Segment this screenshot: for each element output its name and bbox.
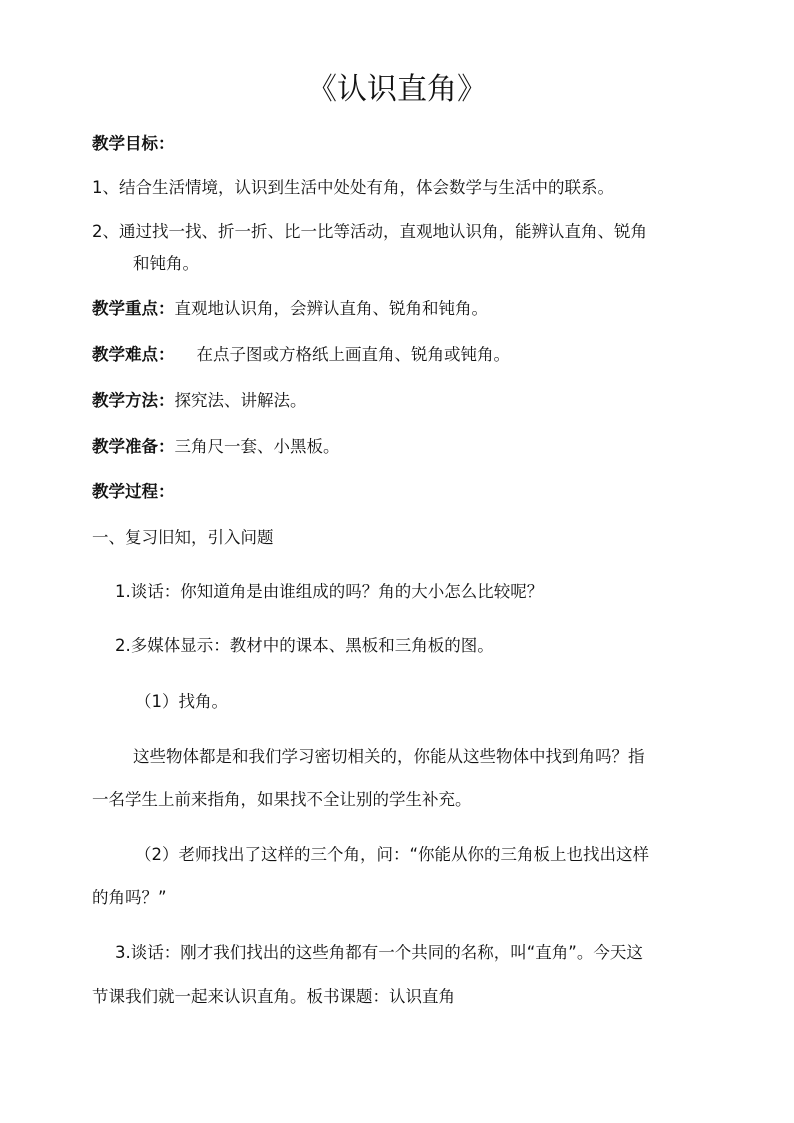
method-text: 探究法、讲解法。 (174, 391, 307, 410)
step-3-line-1: 3.谈话：刚才我们找出的这些角都有一个共同的名称，叫“直角”。今天这 (115, 943, 643, 962)
prep-text: 三角尺一套、小黑板。 (174, 437, 340, 456)
prep-label: 教学准备： (92, 437, 175, 456)
method-label: 教学方法： (92, 391, 175, 410)
step-1: 1.谈话：你知道角是由谁组成的吗？角的大小怎么比较呢？ (115, 582, 544, 601)
goal-2-line-1: 2、通过找一找、折一折、比一比等活动，直观地认识角，能辨认直角、锐角 (92, 222, 647, 241)
step-2-1: （1）找角。 (135, 692, 228, 711)
goal-2-line-2: 和钝角。 (133, 254, 199, 273)
key-point (92, 297, 488, 321)
step-2: 2.多媒体显示：教材中的课本、黑板和三角板的图。 (115, 636, 494, 655)
goals-heading: 教学目标： (92, 134, 175, 153)
step-2-2-line-2: 的角吗？” (92, 888, 167, 907)
section-1-heading: 一、复习旧知，引入问题 (92, 528, 274, 547)
key-point-label: 教学重点： (92, 299, 175, 318)
process-heading: 教学过程： (92, 482, 175, 501)
difficulty-label: 教学难点： (92, 345, 175, 364)
step-2-2-line-1: （2）老师找出了这样的三个角，问：“你能从你的三角板上也找出这样 (135, 845, 650, 864)
difficulty-point (92, 343, 510, 367)
key-point-text: 直观地认识角，会辨认直角、锐角和钝角。 (174, 299, 488, 318)
paragraph-1-line-2: 一名学生上前来指角，如果找不全让别的学生补充。 (92, 790, 472, 809)
goal-1: 1、结合生活情境，认识到生活中处处有角，体会数学与生活中的联系。 (92, 178, 614, 197)
document-title: 《认识直角》 (307, 72, 487, 107)
step-3-line-2: 节课我们就一起来认识直角。板书课题：认识直角 (92, 987, 455, 1006)
teaching-method (92, 389, 307, 413)
difficulty-text: 在点子图或方格纸上画直角、锐角或钝角。 (196, 345, 510, 364)
paragraph-1-line-1: 这些物体都是和我们学习密切相关的，你能从这些物体中找到角吗？指 (133, 747, 645, 766)
teaching-preparation (92, 435, 340, 459)
